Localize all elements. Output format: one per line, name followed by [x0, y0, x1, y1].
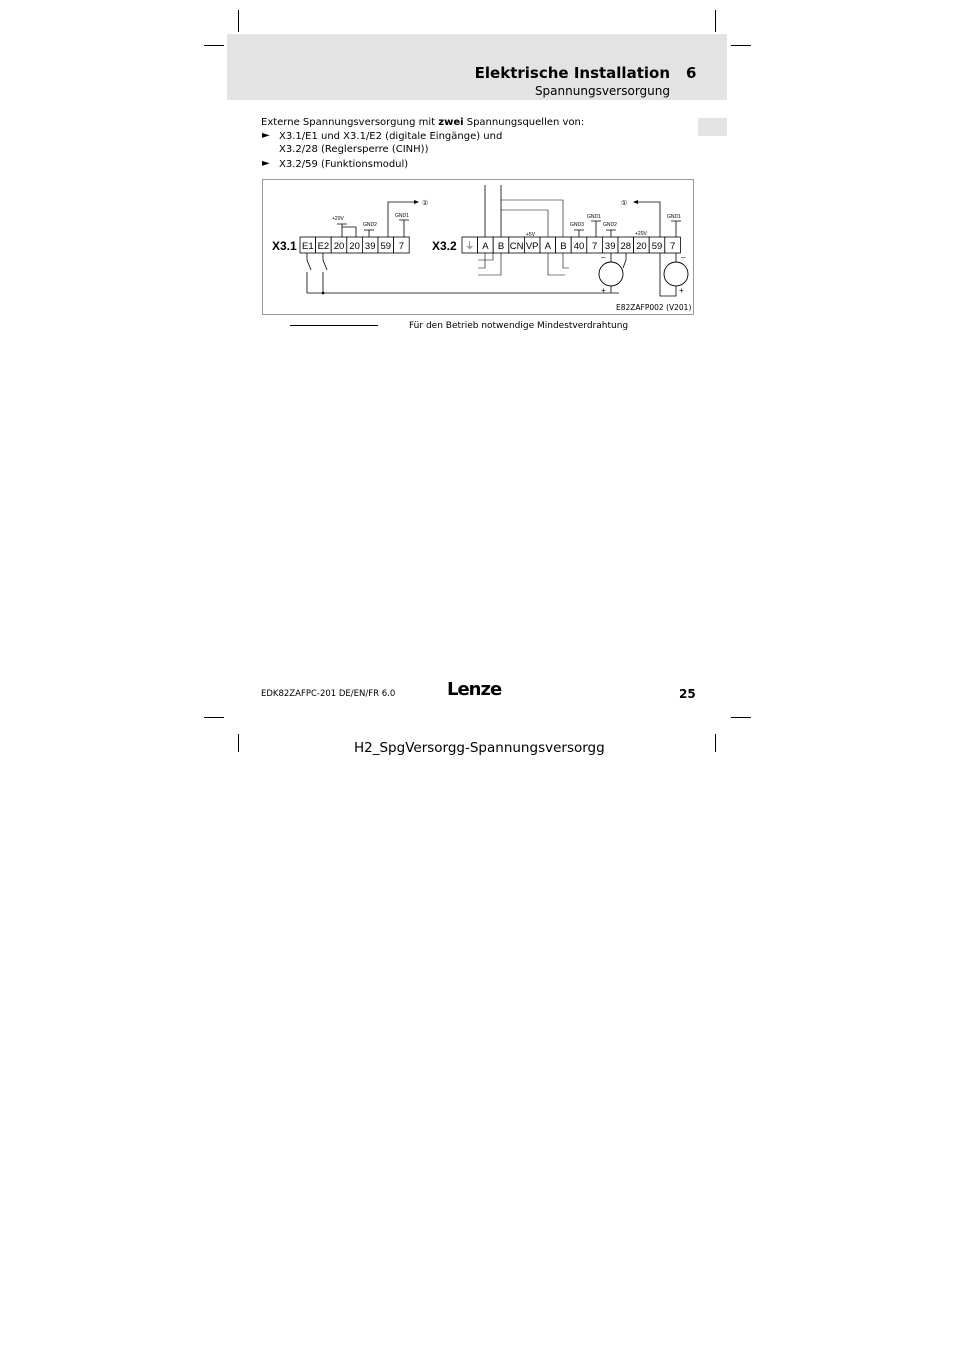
- x32-terminal-label: 59: [651, 241, 663, 252]
- source1-plus: +: [601, 286, 606, 295]
- x32-terminal-label: 20: [636, 241, 647, 252]
- crop-mark: [715, 10, 716, 32]
- bullet-item: [279, 158, 408, 171]
- x32-terminal-label: 40: [573, 241, 585, 252]
- x31-terminal-strip: [300, 237, 409, 253]
- x31-terminal-label: 59: [380, 241, 392, 252]
- intro-suffix: Spannungsquellen von:: [463, 117, 585, 128]
- crop-mark: [204, 717, 224, 718]
- x32-terminal-label: CN: [509, 241, 524, 252]
- x31-terminal-label: 39: [364, 241, 376, 252]
- figure-id: E82ZAFP002 (V201): [616, 303, 692, 312]
- x32-terminal-strip: [462, 237, 680, 253]
- x31-terminal-label: E2: [317, 241, 330, 252]
- section-subtitle: Spannungsversorgung: [534, 84, 670, 98]
- page-number: 25: [679, 687, 696, 701]
- gnd3-label: GND3: [570, 222, 584, 228]
- crop-mark: [715, 734, 716, 752]
- source2-minus: –: [681, 253, 686, 262]
- x31-terminal-label: 20: [333, 241, 345, 252]
- lenze-logo: Lenze: [447, 679, 502, 700]
- crop-mark: [238, 734, 239, 752]
- bullet-line: X3.1/E1 und X3.1/E2 (digitale Eingänge) und: [279, 131, 503, 142]
- x32-terminal-label: VP: [525, 241, 539, 252]
- intro-bold: zwei: [438, 117, 464, 128]
- x32-terminal-label: B: [497, 241, 505, 252]
- gnd2-label: GND2: [363, 222, 377, 228]
- source2-plus: +: [679, 286, 684, 295]
- x32-terminal-label: ⏚: [465, 241, 475, 252]
- x32-terminal-label: 39: [604, 241, 616, 252]
- bullet-item: [279, 130, 502, 156]
- figure-caption: Für den Betrieb notwendige Mindestverdrahtung: [409, 321, 629, 331]
- bullet-line: X3.2/28 (Reglersperre (CINH)): [279, 144, 429, 155]
- note-marker-2: ①: [621, 200, 628, 207]
- intro-paragraph: [261, 116, 584, 129]
- gnd1-label-2: GND1: [587, 214, 601, 220]
- topic-id: H2_SpgVersorgg-Spannungsversorgg: [354, 740, 605, 756]
- x32-terminal-label: A: [482, 241, 489, 252]
- x32-terminal-label: B: [560, 241, 567, 252]
- plus5v-label: +5V: [526, 232, 536, 238]
- bullet-icon: ►: [262, 158, 270, 169]
- chapter-title: Elektrische Installation: [474, 64, 670, 82]
- x31-terminal-label: 20: [349, 241, 360, 252]
- plus20v-label-2: +20V: [635, 231, 647, 237]
- crop-mark: [238, 10, 239, 32]
- x32-terminal-label: 7: [591, 241, 598, 252]
- x32-label: X3.2: [432, 239, 457, 253]
- crop-mark: [731, 717, 751, 718]
- gnd1-label: GND1: [395, 213, 409, 219]
- document-id: EDK82ZAFPC-201 DE/EN/FR 6.0: [261, 689, 396, 699]
- gnd2-label-2: GND2: [603, 222, 617, 228]
- intro-prefix: Externe Spannungsversorgung mit: [261, 117, 439, 128]
- source1-minus: –: [601, 253, 606, 262]
- crop-mark: [204, 45, 224, 46]
- wiring-diagram-svg: [263, 180, 693, 314]
- wiring-diagram: [262, 179, 694, 315]
- x32-terminal-label: 28: [620, 241, 632, 252]
- plus20v-label: +20V: [332, 216, 344, 222]
- x32-terminal-label: A: [544, 241, 551, 252]
- x31-label: X3.1: [272, 239, 297, 253]
- language-tab: [698, 118, 727, 136]
- x32-terminal-label: 7: [669, 241, 676, 252]
- crop-mark: [731, 45, 751, 46]
- bullet-line: X3.2/59 (Funktionsmodul): [279, 159, 409, 170]
- x31-terminal-label: E1: [301, 241, 314, 252]
- caption-rule: [290, 325, 378, 326]
- chapter-number: 6: [686, 64, 697, 82]
- note-marker-1: ①: [422, 200, 429, 207]
- x31-terminal-label: 7: [398, 241, 405, 252]
- bullet-icon: ►: [262, 130, 270, 141]
- gnd1-label-3: GND1: [667, 214, 681, 220]
